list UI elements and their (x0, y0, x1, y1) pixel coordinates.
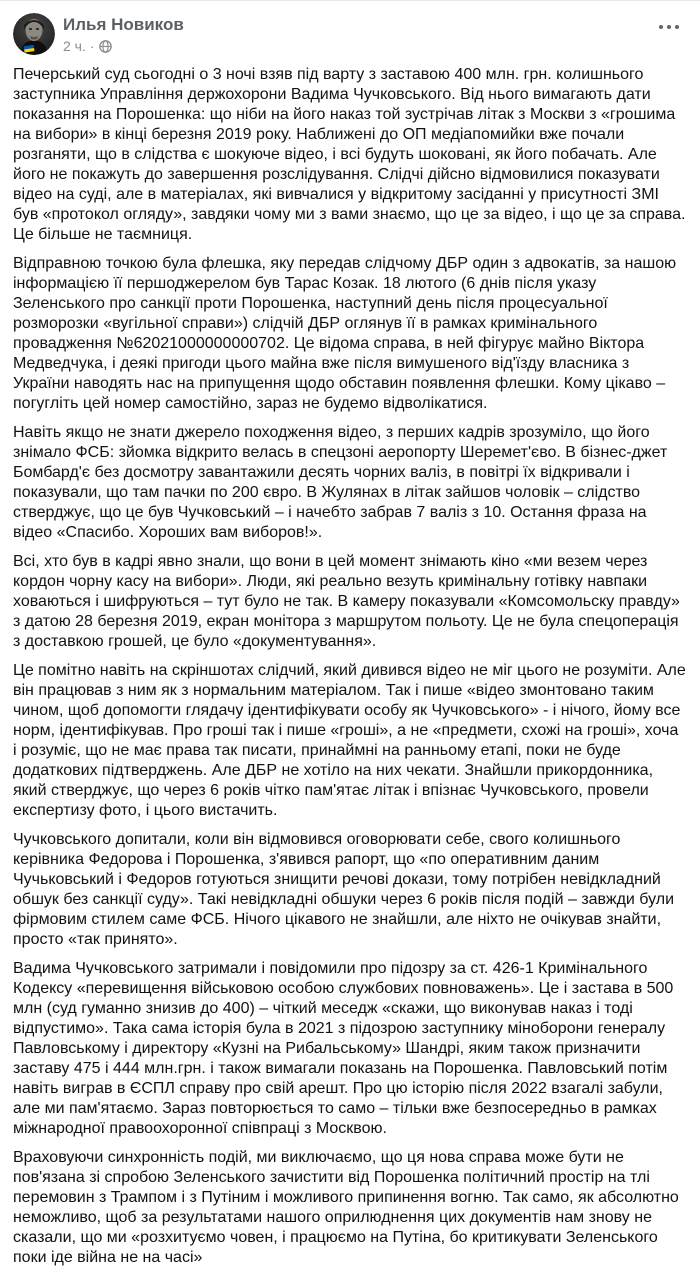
ellipsis-icon (658, 23, 680, 31)
post-paragraph: Відправною точкою була флешка, яку передав слідчому ДБР один з адвокатів, за нашою інформацією її першоджерелом був Тарас Козак. 18 лютого (6 днів після указу Зеленського про санкції проти Порошенка, наступний день після процесуальної розморозки «вугільної справи») слідчій ДБР оглянув її в рамках кримінального провадження №62021000000000702. Це відома справа, в ней фігурує майно Віктора Медведчука, і деякі пригоди цього майна вже після вимушеного від'їзду власника з України наводять нас на припущення щодо обставин появлення флешки. Кому цікаво – погугліть цей номер самостійно, зараз не будемо відволікатися. (13, 255, 677, 412)
meta-separator: · (89, 38, 95, 54)
post-menu-button[interactable] (654, 17, 684, 37)
avatar[interactable] (13, 13, 55, 55)
post-paragraph: Чучковського допитали, коли він відмовився оговорювати себе, свого колишнього керівника Федорова і Порошенка, з'явився рапорт, що «по оперативним даним Чучьковський і Федоров готуються знищити речові докази, тому потрібен невідкладний обшук без санкції суду». Такі невідкладні обшуки через 6 років після подій – завжди були фірмовим стилем саме ФСБ. Нічого цікавого не знайшли, але ніхто не очікував знайти, просто «так принято». (13, 831, 675, 948)
avatar-portrait-image (13, 13, 55, 55)
post-text (0, 63, 700, 1288)
post-timestamp[interactable]: 2 ч. (63, 38, 86, 54)
post-paragraph: Враховуючи синхронність подій, ми виключаємо, що ця нова справа може бути не пов'язана зі спробою Зеленського зачистити від Порошенка політичний простір на тлі перемовин з Трампом і з Путіним і можливого припинення вогню. Так само, як абсолютно неможливо, щоб за результатами нашого оприлюднення цих документів нам знову не сказали, що ми «розхитуємо човен, і працюємо на Путіна, бо критикувати Зеленського поки іде війна не на часі» (13, 1149, 679, 1266)
header-meta (63, 13, 654, 55)
globe-icon (99, 40, 112, 53)
post-header (0, 1, 700, 63)
post-paragraph: Всі, хто був в кадрі явно знали, що вони в цей момент знімають кіно «ми везем через кордон чорну касу на вибори». Люди, які реально везуть кримінальну готівку навпаки ховаються і шифруються – тут було не так. В камеру показували «Комсомольску правду» з датою 28 березня 2019, екран монітора з маршрутом польоту. Це не була спецоперація з доставкою грошей, це було «документування». (13, 553, 680, 650)
post-paragraph: Це помітно навіть на скріншотах слідчий, який дивився відео не міг цього не розуміти. Але він працював з ним як з нормальним матеріалом. Так і пише «відео змонтовано таким чином, щоб допомогти глядачу ідентифікувати особу як Чучковського» - і нічого, йому все норм, ідентифікував. Про гроші так і пише «гроші», а не «предмети, схожі на гроші», хоча і розуміє, що не має права так писати, принаймні на ранньому етапі, поки не буде додаткових підтверджень. Але ДБР не хотіло на них чекати. Знайшли прикордонника, який стверджує, що через 6 років чітко пам'ятає літак і впізнає Чучковського, провели експертизу фото, і цього вистачить. (13, 662, 686, 819)
post-paragraph: Печерський суд сьогодні о 3 ночі взяв під варту з заставою 400 млн. грн. колишнього заступника Управління держохорони Вадима Чучковського. Від нього вимагають дати показання на Порошенка: що ніби на його наказ той зустрічав літак з Москви з «грошима на вибори» в кінці березня 2019 року. Наближені до ОП медіапомийки вже почали розганяти, що в слідства є шокуюче відео, і всі будуть шоковані, як його побачать. Але його не покажуть до завершення розслідування. Слідчі дійсно відмовилися показувати відео на суді, але в матеріалах, які вивчалися у відкритому засіданні у присутності ЗМІ був «протокол огляду», завдяки чому ми з вами знаємо, що це за відео, і що це за справа. Це більше не таємниця. (13, 66, 686, 243)
author-name[interactable]: Илья Новиков (63, 15, 184, 34)
post-meta-line (63, 37, 654, 55)
post-paragraph: Вадима Чучковського затримали і повідомили про підозру за ст. 426-1 Кримінального Кодексу «перевищення військовою особою службових повноважень». Це і застава в 500 млн (суд гуманно знизив до 400) – чіткий меседж «скажи, що виконував наказ і тоді відпустимо». Така сама історія була в 2021 з підозрою заступнику міноборони генералу Павловському і директору «Кузні на Рибальському» Шандрі, яким також призначити заставу 475 і 444 млн.грн. і також вимагали показань на Порошенка. Павловський потім навіть виграв в ЄСПЛ справу про свій арешт. Про цю історію після 2022 взагалі забули, але ми пам'ятаємо. Зараз повторюється то само – тільки вже безпосередньо в рамках міжнародної правоохоронної співпраці з Москвою. (13, 960, 674, 1137)
post-paragraph: Навіть якщо не знати джерело походження відео, з перших кадрів зрозуміло, що його знімало ФСБ: зйомка відкрито велась в спецзоні аеропорту Шеремет'єво. В бізнес-джет Бомбард'є без досмотру завантажили десять чорних валіз, в повітрі їх відкривали і показували, що там пачки по 200 євро. В Жулянах в літак зайшов чоловік – слідство стверджує, що це був Чучковський – і начебто забрав 7 валіз з 10. Остання фраза на відео «Спасибо. Хороших вам виборов!». (13, 424, 668, 541)
